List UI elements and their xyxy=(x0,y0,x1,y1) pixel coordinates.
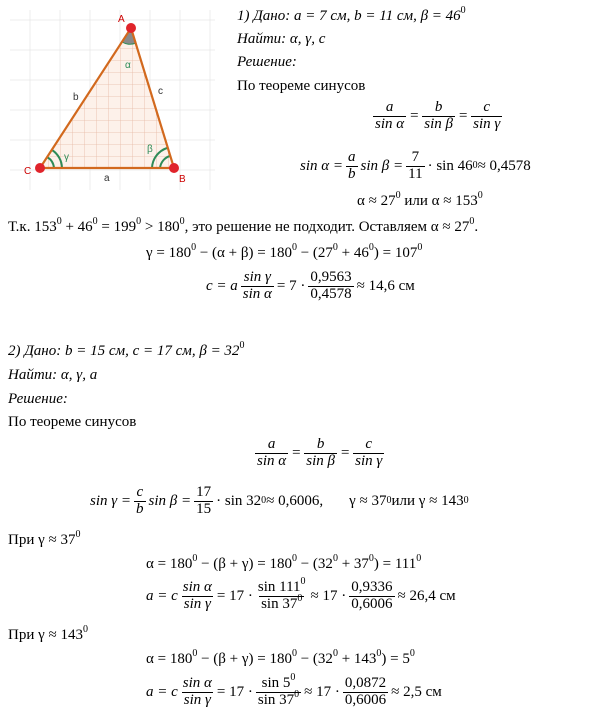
p1-alpha-roots: $\alpha \approx 27^0$ или $\alpha \approx 153^0$ xyxy=(357,190,483,209)
p1-given: 1) Дано: a = 7 см, b = 11 см, $\beta = 46^0$ xyxy=(237,5,466,24)
p1-law-of-sines: $\frac{a}{\text{sin α}}$ = $\frac{b}{\text{sin β}}$ = $\frac{c}{\text{sin γ}}$ xyxy=(375,99,501,132)
p2-law-of-sines: $\frac{a}{\text{sin α}}$ = $\frac{b}{\text{sin β}}$ = $\frac{c}{\text{sin γ}}$ xyxy=(257,436,383,469)
p1-rejection-note: Т.к. $153^0 + 46^0 = 199^0 > 180^0$, это решение не подходит. Оставляем $\alpha \approx 27^0$. xyxy=(8,216,479,235)
p1-sin-alpha: sin α = $\frac{a}{b}$ sin β = $\frac{7}{11}$ · sin 46 0 ≈ 0,4578 xyxy=(300,149,531,182)
triangle-figure xyxy=(0,0,225,200)
p1-theorem: По теореме синусов xyxy=(237,78,366,94)
label-side-a: a xyxy=(104,173,110,184)
p2-case2-label: При $\gamma \approx 143^0$ xyxy=(8,624,88,643)
vertex-a-point xyxy=(126,23,136,33)
p1-gamma: $\gamma = 180^0 - (\alpha + \beta) = 180^0 - (27^0 + 46^0) = 107^0$ xyxy=(146,242,423,261)
label-angle-gamma: γ xyxy=(64,152,69,163)
label-side-b: b xyxy=(73,92,79,103)
label-side-c: c xyxy=(158,86,163,97)
label-angle-beta: β xyxy=(147,144,153,155)
p2-case1-side-a: a = c $\frac{\text{sin α}}{\text{sin γ}}$ = 17 · $\frac{\sin 111^0}{\sin 37^0}$ ≈ 17 · $\frac{0,9336}{0,6006}$ ≈ 26,4 см xyxy=(146,576,456,612)
p2-case1-label: При $\gamma \approx 37^0$ xyxy=(8,529,81,548)
p2-given: 2) Дано: b = 15 см, c = 17 см, $\beta = 32^0$ xyxy=(8,340,245,359)
p2-solution: Решение: xyxy=(8,391,68,407)
vertex-b-point xyxy=(169,163,179,173)
p2-sin-gamma: sin γ = $\frac{c}{b}$ sin β = $\frac{17}{15}$ · sin 32 0 ≈ 0,6006, γ ≈ 37 0 или γ ≈ 143 0 xyxy=(90,484,469,517)
label-vertex-b: B xyxy=(179,174,186,185)
p2-case2-alpha: $\alpha = 180^0 - (\beta + \gamma) = 180^0 - (32^0 + 143^0) = 5^0$ xyxy=(146,648,415,667)
p2-case2-side-a: a = c $\frac{\text{sin α}}{\text{sin γ}}$ = 17 · $\frac{\sin 5^0}{\sin 37^0}$ ≈ 17 · $\frac{0,0872}{0,6006}$ ≈ 2,5 см xyxy=(146,672,442,708)
p1-solution: Решение: xyxy=(237,54,297,70)
vertex-c-point xyxy=(35,163,45,173)
p2-case1-alpha: $\alpha = 180^0 - (\beta + \gamma) = 180^0 - (32^0 + 37^0) = 111^0$ xyxy=(146,553,422,572)
label-vertex-a: A xyxy=(118,14,125,25)
p2-find: Найти: α, γ, a xyxy=(8,367,98,383)
p1-find: Найти: α, γ, c xyxy=(237,31,326,47)
p1-side-c: c = a $\frac{\text{sin γ}}{\text{sin α}}$ = 7 · $\frac{0,9563}{0,4578}$ ≈ 14,6 см xyxy=(206,269,415,302)
label-angle-alpha: α xyxy=(125,60,131,71)
p2-theorem: По теореме синусов xyxy=(8,414,137,430)
label-vertex-c: C xyxy=(24,166,32,177)
